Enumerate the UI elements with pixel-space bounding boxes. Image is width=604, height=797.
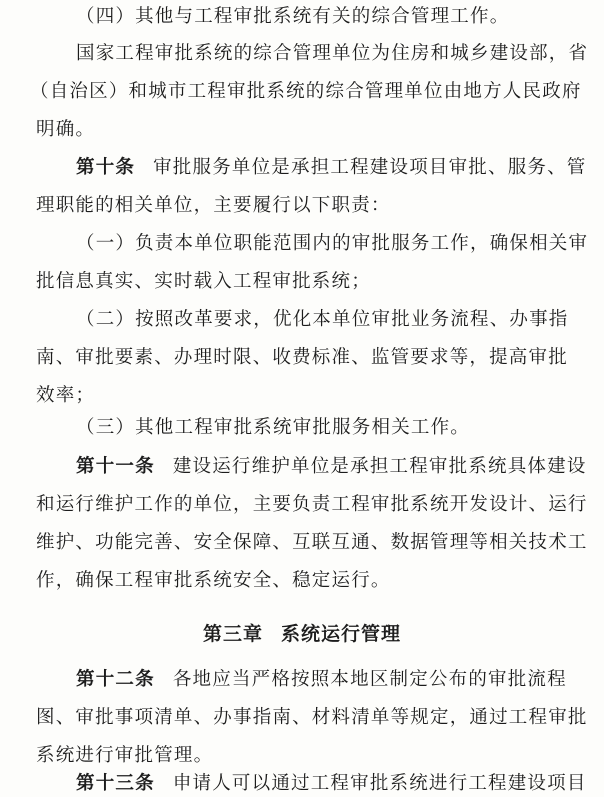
text-line: 效率； [36,385,96,406]
text-line: （自治区）和城市工程审批系统的综合管理单位由地方人民政府 [30,81,582,102]
text-line: 作，确保工程审批系统安全、稳定运行。 [36,570,391,591]
article-heading: 第十三条 [76,773,155,794]
text-line: 批信息真实、实时载入工程审批系统； [36,271,371,292]
article-heading: 第十一条 [76,456,155,477]
text-line: 建设运行维护单位是承担工程审批系统具体建设 [172,456,587,477]
article-heading: 第十二条 [76,669,155,690]
text-line: 审批服务单位是承担工程建设项目审批、服务、管 [153,157,587,178]
text-line: 和运行维护工作的单位，主要负责工程审批系统开发设计、运行 [36,494,588,515]
text-line: 理职能的相关单位，主要履行以下职责： [36,195,391,216]
text-line: （四）其他与工程审批系统有关的综合管理工作。 [76,6,510,27]
article-11-paragraph [76,455,587,479]
text-line: 维护、功能完善、安全保障、互联互通、数据管理等相关技术工 [36,532,588,553]
article-10-paragraph [76,156,587,180]
article-12-paragraph [76,668,580,692]
article-13-paragraph [76,772,587,796]
chapter-number: 第三章 [202,623,263,645]
text-line: （二）按照改革要求，优化本单位审批业务流程、办事指 [76,309,569,330]
text-line: 图、审批事项清单、办事指南、材料清单等规定，通过工程审批 [36,707,588,728]
text-line: 国家工程审批系统的综合管理单位为住房和城乡建设部，省 [76,43,589,64]
text-line: （三）其他工程审批系统审批服务相关工作。 [76,417,471,438]
text-line: 明确。 [36,119,96,140]
text-line: 各地应当严格按照本地区制定公布的审批流程 [172,669,567,690]
article-heading: 第十条 [76,157,136,178]
chapter-heading [0,622,604,646]
text-line: 南、审批要素、办理时限、收费标准、监管要求等，提高审批 [36,347,568,368]
text-line: 系统进行审批管理。 [36,745,214,766]
text-line: 申请人可以通过工程审批系统进行工程建设项目 [172,773,587,794]
chapter-title: 系统运行管理 [281,623,402,645]
text-line: （一）负责本单位职能范围内的审批服务工作，确保相关审 [76,233,589,254]
